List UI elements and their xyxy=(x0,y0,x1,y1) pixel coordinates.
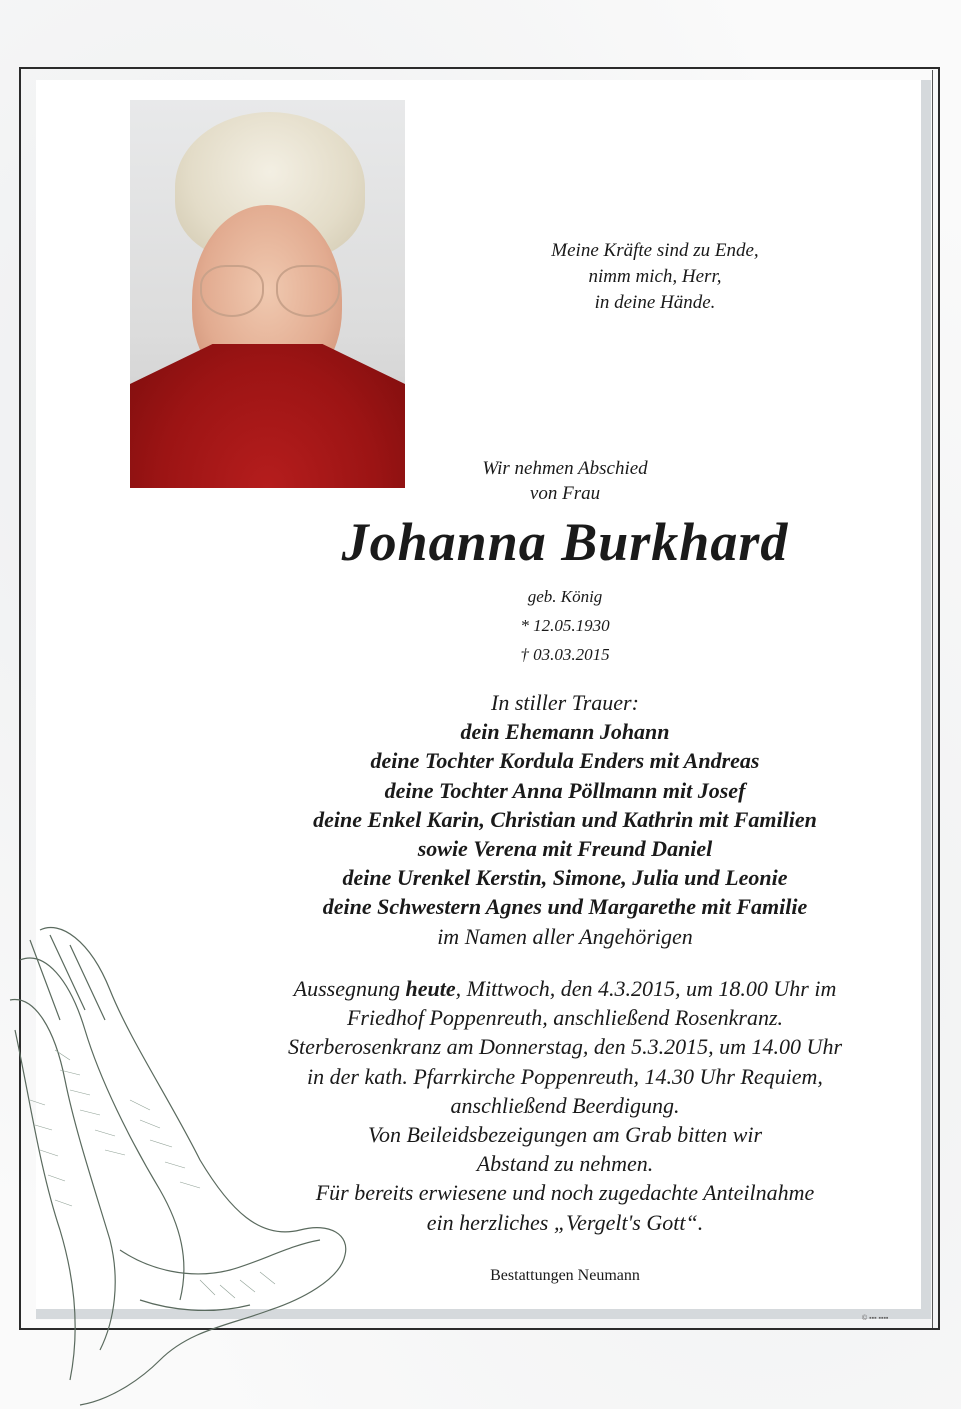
relative-line: sowie Verena mit Freund Daniel xyxy=(417,836,713,862)
notice-line: Abstand zu nehmen. xyxy=(476,1151,654,1177)
relative-line: deine Tochter Anna Pöllmann mit Josef xyxy=(384,777,746,803)
mourning-intro: In stiller Trauer: xyxy=(491,690,639,715)
relative-line: dein Ehemann Johann xyxy=(460,719,670,745)
notice-line: Von Beileidsbezeigungen am Grab bitten wir xyxy=(367,1122,763,1148)
notice-emphasis: heute xyxy=(405,976,456,1001)
relative-line: deine Urenkel Kerstin, Simone, Julia und Leonie xyxy=(342,865,788,891)
portrait-photo xyxy=(130,100,405,488)
deceased-name: Johanna Burkhard xyxy=(341,512,789,572)
glasses-right-lens xyxy=(276,265,340,317)
verse-line: nimm mich, Herr, xyxy=(588,266,722,287)
farewell-text xyxy=(420,456,710,506)
notice-text: , Mittwoch, den 4.3.2015, um 18.00 Uhr im xyxy=(455,976,837,1001)
notice-line: Friedhof Poppenreuth, anschließend Rosenkranz. xyxy=(346,1005,784,1031)
glasses-left-lens xyxy=(200,265,264,317)
notice-line: Sterberosenkranz am Donnerstag, den 5.3.2015, um 14.00 Uhr xyxy=(287,1034,843,1060)
birth-name: geb. König xyxy=(527,587,603,606)
relative-line: deine Enkel Karin, Christian und Kathrin mit Familien xyxy=(313,806,817,832)
portrait-glasses xyxy=(200,265,340,315)
undertaker-name: Bestattungen Neumann xyxy=(490,1267,640,1284)
life-dates xyxy=(440,582,690,669)
death-date: † 03.03.2015 xyxy=(520,645,610,664)
notice-line: Für bereits erwiesene und noch zugedachte Anteilnahme xyxy=(315,1180,815,1206)
notice-line: in der kath. Pfarrkirche Poppenreuth, 14.30 Uhr Requiem, xyxy=(307,1063,823,1089)
portrait-shirt xyxy=(130,328,405,488)
verse-line: Meine Kräfte sind zu Ende, xyxy=(551,240,759,261)
notice-text: Aussegnung xyxy=(293,976,400,1001)
frame-line xyxy=(932,70,933,1328)
praying-hands-icon xyxy=(0,900,370,1409)
notice-line: anschließend Beerdigung. xyxy=(450,1092,680,1118)
verse-line: in deine Hände. xyxy=(594,292,716,313)
verse xyxy=(480,238,830,316)
relative-line: deine Schwestern Agnes und Margarethe mit Familie xyxy=(322,894,808,920)
farewell-line: von Frau xyxy=(529,483,601,504)
farewell-line: Wir nehmen Abschied xyxy=(482,458,648,479)
birth-date: * 12.05.1930 xyxy=(520,616,610,635)
copyright-mark: © ▪▪▪ ▪▪▪▪ xyxy=(862,1315,889,1322)
relative-line: deine Tochter Kordula Enders mit Andreas xyxy=(370,748,760,774)
notice-line: ein herzliches „Vergelt's Gott“. xyxy=(426,1209,704,1235)
mourning-outro: im Namen aller Angehörigen xyxy=(437,923,693,949)
